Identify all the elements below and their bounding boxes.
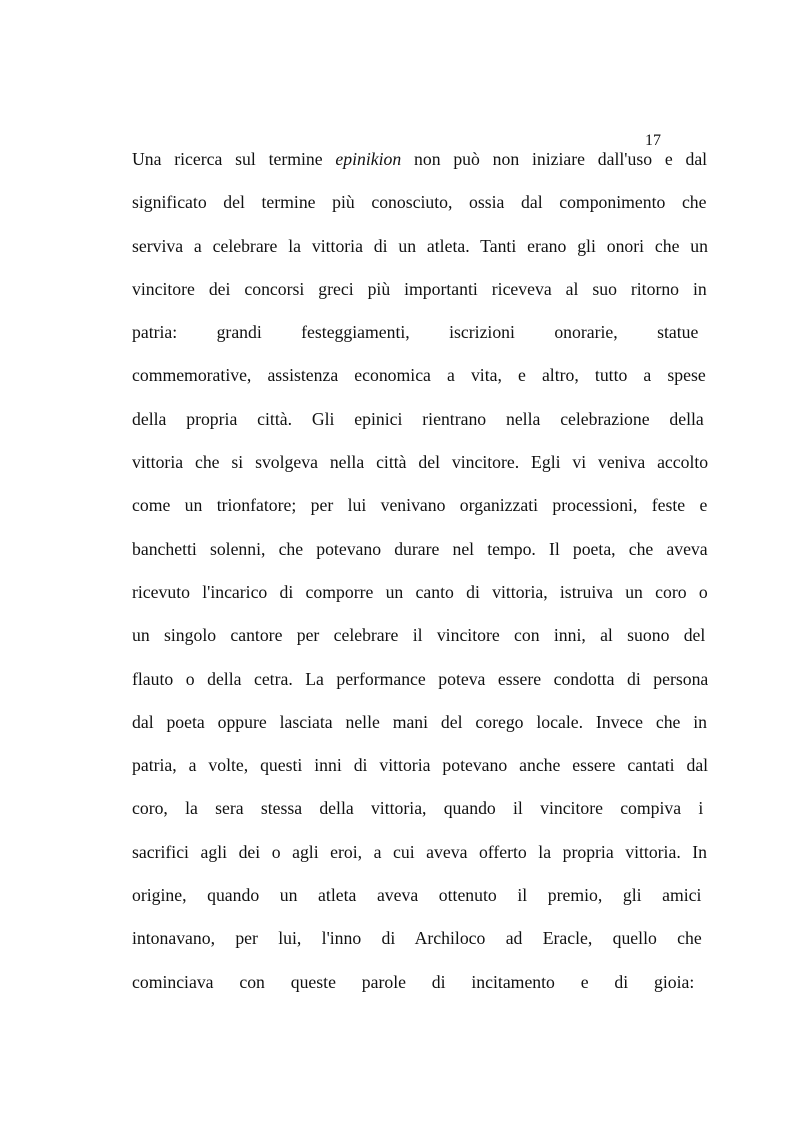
text-line: come un trionfatore; per lui venivano organizzati processioni, feste e xyxy=(132,495,708,516)
text-line: banchetti solenni, che potevano durare nel tempo. Il poeta, che aveva xyxy=(132,538,708,559)
text-line: commemorative, assistenza economica a vita, e altro, tutto a spese xyxy=(132,365,706,386)
text-line: vincitore dei concorsi greci più importanti riceveva al suo ritorno in xyxy=(132,278,707,299)
text-line: intonavano, per lui, l'inno di Archiloco ad Eracle, quello che xyxy=(132,928,702,949)
text-line: dal poeta oppure lasciata nelle mani del corego locale. Invece che in xyxy=(132,711,708,732)
text-line: flauto o della cetra. La performance poteva essere condotta di persona xyxy=(132,668,709,689)
text-line: significato del termine più conosciuto, ossia dal componimento che xyxy=(132,192,707,213)
page-number: 17 xyxy=(645,132,661,149)
text-line: della propria città. Gli epinici rientrano nella celebrazione della xyxy=(132,408,704,429)
text-line: ricevuto l'incarico di comporre un canto di vittoria, istruiva un coro o xyxy=(132,581,708,602)
body-paragraph xyxy=(132,146,709,1012)
text-line: coro, la sera stessa della vittoria, quando il vincitore compiva i xyxy=(132,798,704,819)
text-line: vittoria che si svolgeva nella città del vincitore. Egli vi veniva accolto xyxy=(132,452,709,473)
text-line: origine, quando un atleta aveva ottenuto il premio, gli amici xyxy=(132,885,702,906)
text-line: cominciava con queste parole di incitamento e di gioia: xyxy=(132,971,695,992)
text-line: serviva a celebrare la vittoria di un atleta. Tanti erano gli onori che un xyxy=(132,235,708,256)
text-line-1: Una ricerca sul termine epinikion non può non iniziare dall'uso e dal xyxy=(132,149,708,169)
text-line: sacrifici agli dei o agli eroi, a cui aveva offerto la propria vittoria. In xyxy=(132,841,708,862)
emphasized-term: epinikion xyxy=(335,149,402,169)
text-line: patria, a volte, questi inni di vittoria potevano anche essere cantati dal xyxy=(132,755,709,776)
text-line: patria: grandi festeggiamenti, iscrizioni onorarie, statue xyxy=(132,322,699,343)
text-line: un singolo cantore per celebrare il vincitore con inni, al suono del xyxy=(132,625,706,646)
